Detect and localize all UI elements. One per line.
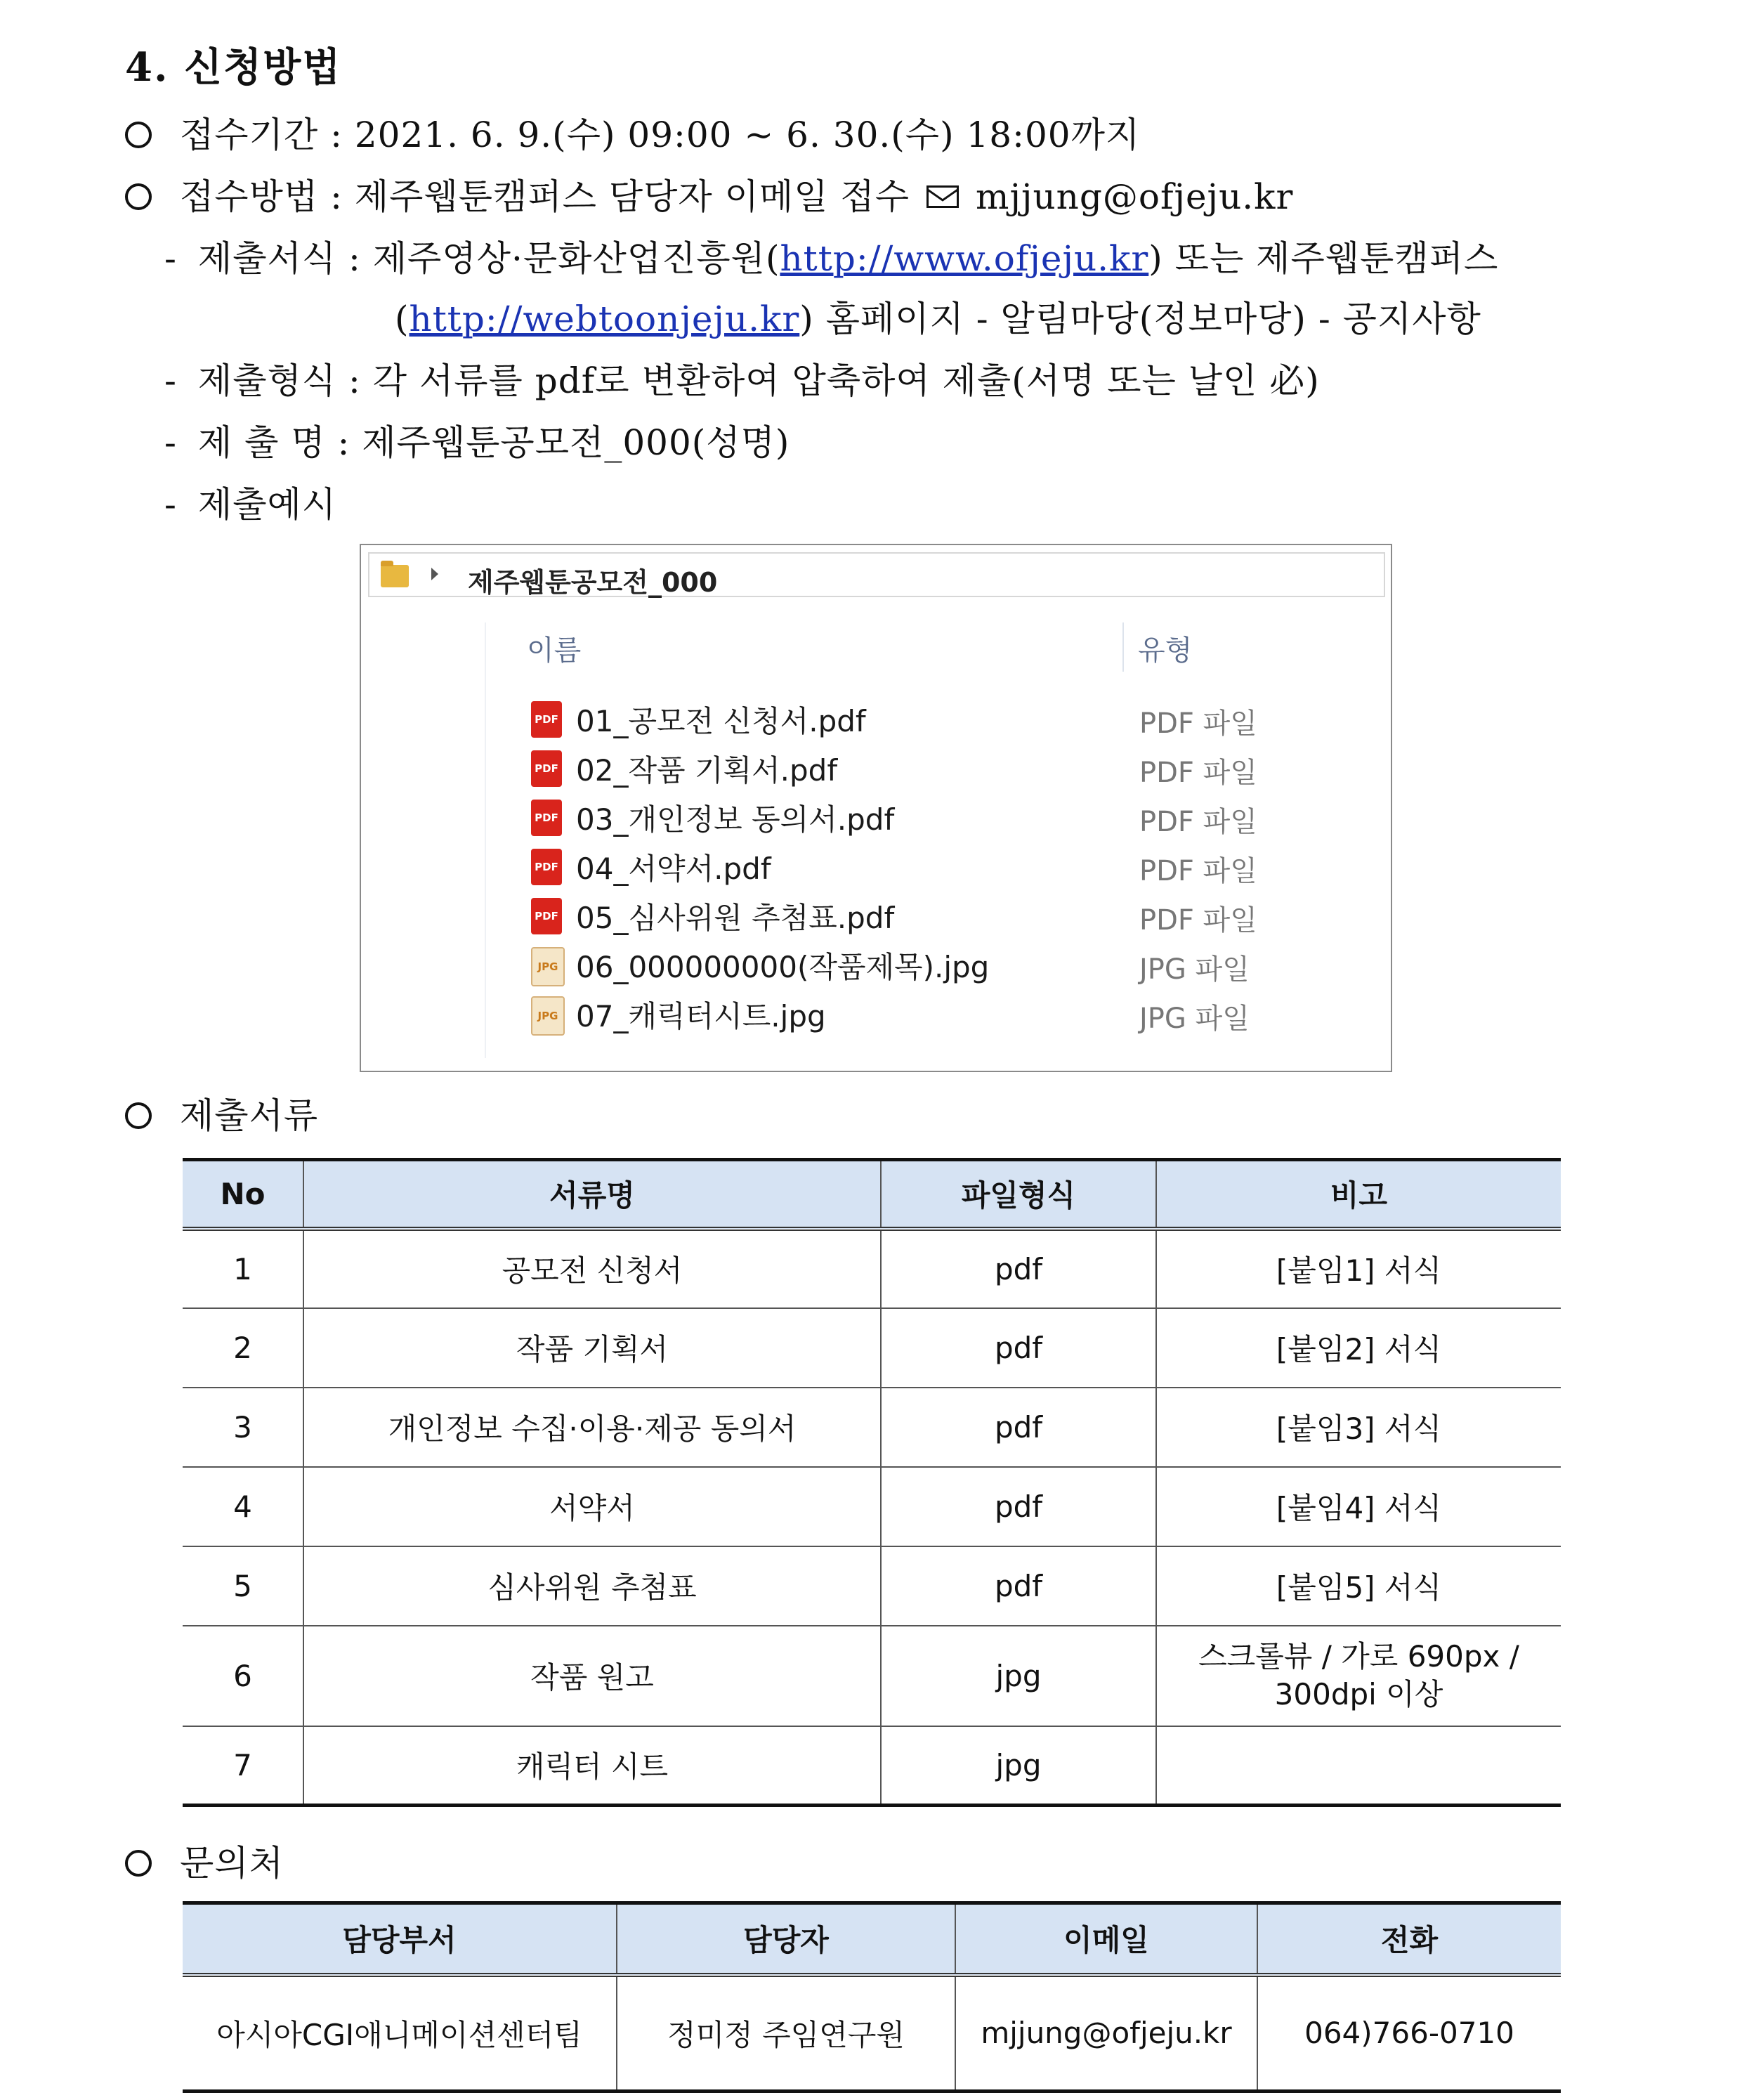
method-line: 접수방법 : 제주웹툰캠퍼스 담당자 이메일 접수 mjjung@ofjeju.kr bbox=[125, 169, 1293, 219]
example-label: 제출예시 bbox=[197, 484, 337, 525]
table-cell: jpg bbox=[881, 1726, 1156, 1806]
table-cell: [붙임3] 서식 bbox=[1156, 1388, 1561, 1467]
form-prefix: 제주영상·문화산업진흥원( bbox=[372, 238, 780, 279]
file-name: 07_캐릭터시트.jpg bbox=[576, 999, 826, 1033]
method-value: 제주웹툰캠퍼스 담당자 이메일 접수 bbox=[354, 176, 910, 217]
webtoonjeju-link[interactable]: http://webtoonjeju.kr bbox=[409, 299, 800, 339]
file-row[interactable] bbox=[361, 843, 1391, 892]
circle-bullet-icon bbox=[125, 122, 152, 148]
file-row[interactable] bbox=[361, 745, 1391, 794]
pdf-file-icon: PDF bbox=[531, 701, 562, 738]
form-suffix: ) 홈페이지 - 알림마당(정보마당) - 공지사항 bbox=[799, 299, 1481, 339]
column-header-name[interactable]: 이름 bbox=[527, 634, 582, 667]
table-cell: 심사위원 추첨표 bbox=[303, 1546, 881, 1626]
form-label: 제출서식 bbox=[197, 238, 337, 279]
table-cell: 1 bbox=[183, 1229, 303, 1308]
contact-heading-line bbox=[125, 1835, 284, 1886]
table-cell: 서약서 bbox=[303, 1467, 881, 1546]
dash-bullet-icon: - bbox=[164, 484, 177, 525]
table-cell: 공모전 신청서 bbox=[303, 1229, 881, 1308]
table-cell: 작품 원고 bbox=[303, 1626, 881, 1726]
file-type: JPG 파일 bbox=[1139, 1003, 1250, 1035]
table-cell: 작품 기획서 bbox=[303, 1308, 881, 1388]
column-header: No bbox=[183, 1160, 303, 1229]
dash-bullet-icon: - bbox=[164, 238, 177, 279]
column-header: 비고 bbox=[1156, 1160, 1561, 1229]
table-cell: jpg bbox=[881, 1626, 1156, 1726]
table-row bbox=[183, 1388, 1561, 1467]
column-header: 담당부서 bbox=[183, 1903, 617, 1975]
name-line: - 제 출 명 : 제주웹툰공모전_000(성명) bbox=[164, 422, 790, 463]
docs-heading-line bbox=[125, 1088, 318, 1138]
file-row[interactable] bbox=[361, 991, 1391, 1040]
table-cell: 개인정보 수집·이용·제공 동의서 bbox=[303, 1388, 881, 1467]
pdf-file-icon: PDF bbox=[531, 898, 562, 934]
column-header: 이메일 bbox=[955, 1903, 1257, 1975]
method-label: 접수방법 bbox=[180, 176, 319, 217]
name-label: 제 출 명 bbox=[197, 422, 326, 463]
table-cell: 5 bbox=[183, 1546, 303, 1626]
table-cell: 6 bbox=[183, 1626, 303, 1726]
column-header: 서류명 bbox=[303, 1160, 881, 1229]
docs-heading: 제출서류 bbox=[180, 1095, 319, 1136]
table-row bbox=[183, 1975, 1561, 2092]
dash-bullet-icon: - bbox=[164, 422, 177, 463]
contact-email[interactable]: mjjung@ofjeju.kr bbox=[955, 1975, 1257, 2092]
pdf-file-icon: PDF bbox=[531, 849, 562, 885]
file-type: PDF 파일 bbox=[1139, 757, 1257, 789]
table-cell: 7 bbox=[183, 1726, 303, 1806]
name-value: 제주웹툰공모전_000(성명) bbox=[362, 422, 790, 463]
file-row[interactable] bbox=[361, 794, 1391, 843]
folder-icon bbox=[381, 565, 409, 587]
file-name: 03_개인정보 동의서.pdf bbox=[576, 802, 895, 837]
table-row bbox=[183, 1546, 1561, 1626]
file-name: 04_서약서.pdf bbox=[576, 852, 771, 886]
period-line: 접수기간 : 2021. 6. 9.(수) 09:00 ~ 6. 30.(수) 18:00까지 bbox=[125, 107, 1140, 157]
file-name: 02_작품 기획서.pdf bbox=[576, 753, 838, 788]
file-name: 06_000000000(작품제목).jpg bbox=[576, 950, 990, 984]
table-cell: 캐릭터 시트 bbox=[303, 1726, 881, 1806]
pdf-file-icon: PDF bbox=[531, 800, 562, 836]
format-label: 제출형식 bbox=[197, 360, 337, 401]
table-cell: [붙임5] 서식 bbox=[1156, 1546, 1561, 1626]
table-cell: 2 bbox=[183, 1308, 303, 1388]
column-header: 담당자 bbox=[617, 1903, 955, 1975]
envelope-icon bbox=[926, 185, 959, 208]
circle-bullet-icon bbox=[125, 183, 152, 210]
example-line bbox=[164, 476, 336, 527]
table-cell: 스크롤뷰 / 가로 690px / 300dpi 이상 bbox=[1156, 1626, 1561, 1726]
column-header: 파일형식 bbox=[881, 1160, 1156, 1229]
format-line: - 제출형식 : 각 서류를 pdf로 변환하여 압축하여 제출(서명 또는 날인 必) bbox=[164, 360, 1320, 401]
format-value: 각 서류를 pdf로 변환하여 압축하여 제출(서명 또는 날인 必) bbox=[372, 360, 1320, 401]
table-cell: pdf bbox=[881, 1467, 1156, 1546]
file-type: PDF 파일 bbox=[1139, 707, 1257, 740]
table-row bbox=[183, 1308, 1561, 1388]
column-header: 전화 bbox=[1257, 1903, 1561, 1975]
pdf-file-icon: PDF bbox=[531, 750, 562, 787]
file-row[interactable] bbox=[361, 892, 1391, 941]
file-row[interactable] bbox=[361, 941, 1391, 991]
file-name: 01_공모전 신청서.pdf bbox=[576, 704, 866, 738]
circle-bullet-icon bbox=[125, 1850, 152, 1877]
table-cell: [붙임1] 서식 bbox=[1156, 1229, 1561, 1308]
form-mid: ) 또는 제주웹툰캠퍼스 bbox=[1148, 238, 1499, 279]
table-cell: pdf bbox=[881, 1388, 1156, 1467]
column-header-type[interactable]: 유형 bbox=[1138, 634, 1193, 667]
table-row bbox=[183, 1467, 1561, 1546]
form-line: - 제출서식 : 제주영상·문화산업진흥원(http://www.ofjeju.kr) 또는 제주웹툰캠퍼스 bbox=[164, 238, 1499, 279]
table-cell: pdf bbox=[881, 1546, 1156, 1626]
chevron-right-icon[interactable] bbox=[431, 568, 438, 580]
table-cell: [붙임4] 서식 bbox=[1156, 1467, 1561, 1546]
table-row bbox=[183, 1726, 1561, 1806]
form-line-2 bbox=[395, 291, 1481, 341]
table-cell: pdf bbox=[881, 1229, 1156, 1308]
circle-bullet-icon bbox=[125, 1102, 152, 1129]
table-cell: 정미정 주임연구원 bbox=[617, 1975, 955, 2092]
table-cell bbox=[1156, 1726, 1561, 1806]
explorer-example bbox=[360, 544, 1392, 1072]
file-type: JPG 파일 bbox=[1139, 953, 1250, 986]
table-cell: pdf bbox=[881, 1308, 1156, 1388]
table-header-row bbox=[183, 1160, 1561, 1229]
dash-bullet-icon: - bbox=[164, 360, 177, 401]
address-bar[interactable] bbox=[368, 552, 1385, 597]
jpg-file-icon: JPG bbox=[531, 996, 565, 1036]
period-label: 접수기간 bbox=[180, 115, 319, 155]
file-type: PDF 파일 bbox=[1139, 855, 1257, 887]
table-row bbox=[183, 1229, 1561, 1308]
period-value: 2021. 6. 9.(수) 09:00 ~ 6. 30.(수) 18:00까지 bbox=[354, 115, 1141, 155]
contact-phone: 064)766-0710 bbox=[1257, 1975, 1561, 2092]
method-email[interactable]: mjjung@ofjeju.kr bbox=[976, 176, 1294, 217]
breadcrumb-folder[interactable]: 제주웹툰공모전_000 bbox=[468, 567, 718, 598]
table-cell: [붙임2] 서식 bbox=[1156, 1308, 1561, 1388]
jpg-file-icon: JPG bbox=[531, 947, 565, 986]
contact-table bbox=[183, 1901, 1561, 2093]
documents-table bbox=[183, 1158, 1561, 1807]
section-title: 4. 신청방법 bbox=[125, 44, 342, 91]
contact-heading: 문의처 bbox=[180, 1843, 284, 1884]
table-cell: 아시아CGI애니메이션센터팀 bbox=[183, 1975, 617, 2092]
column-divider[interactable] bbox=[1122, 622, 1124, 672]
table-row bbox=[183, 1626, 1561, 1726]
file-type: PDF 파일 bbox=[1139, 904, 1257, 937]
file-type: PDF 파일 bbox=[1139, 806, 1257, 838]
table-cell: 3 bbox=[183, 1388, 303, 1467]
file-name: 05_심사위원 추첨표.pdf bbox=[576, 901, 895, 935]
table-header-row bbox=[183, 1903, 1561, 1975]
form-open: ( bbox=[395, 299, 410, 339]
table-cell: 4 bbox=[183, 1467, 303, 1546]
file-row[interactable] bbox=[361, 696, 1391, 745]
ofjeju-link[interactable]: http://www.ofjeju.kr bbox=[780, 238, 1149, 279]
